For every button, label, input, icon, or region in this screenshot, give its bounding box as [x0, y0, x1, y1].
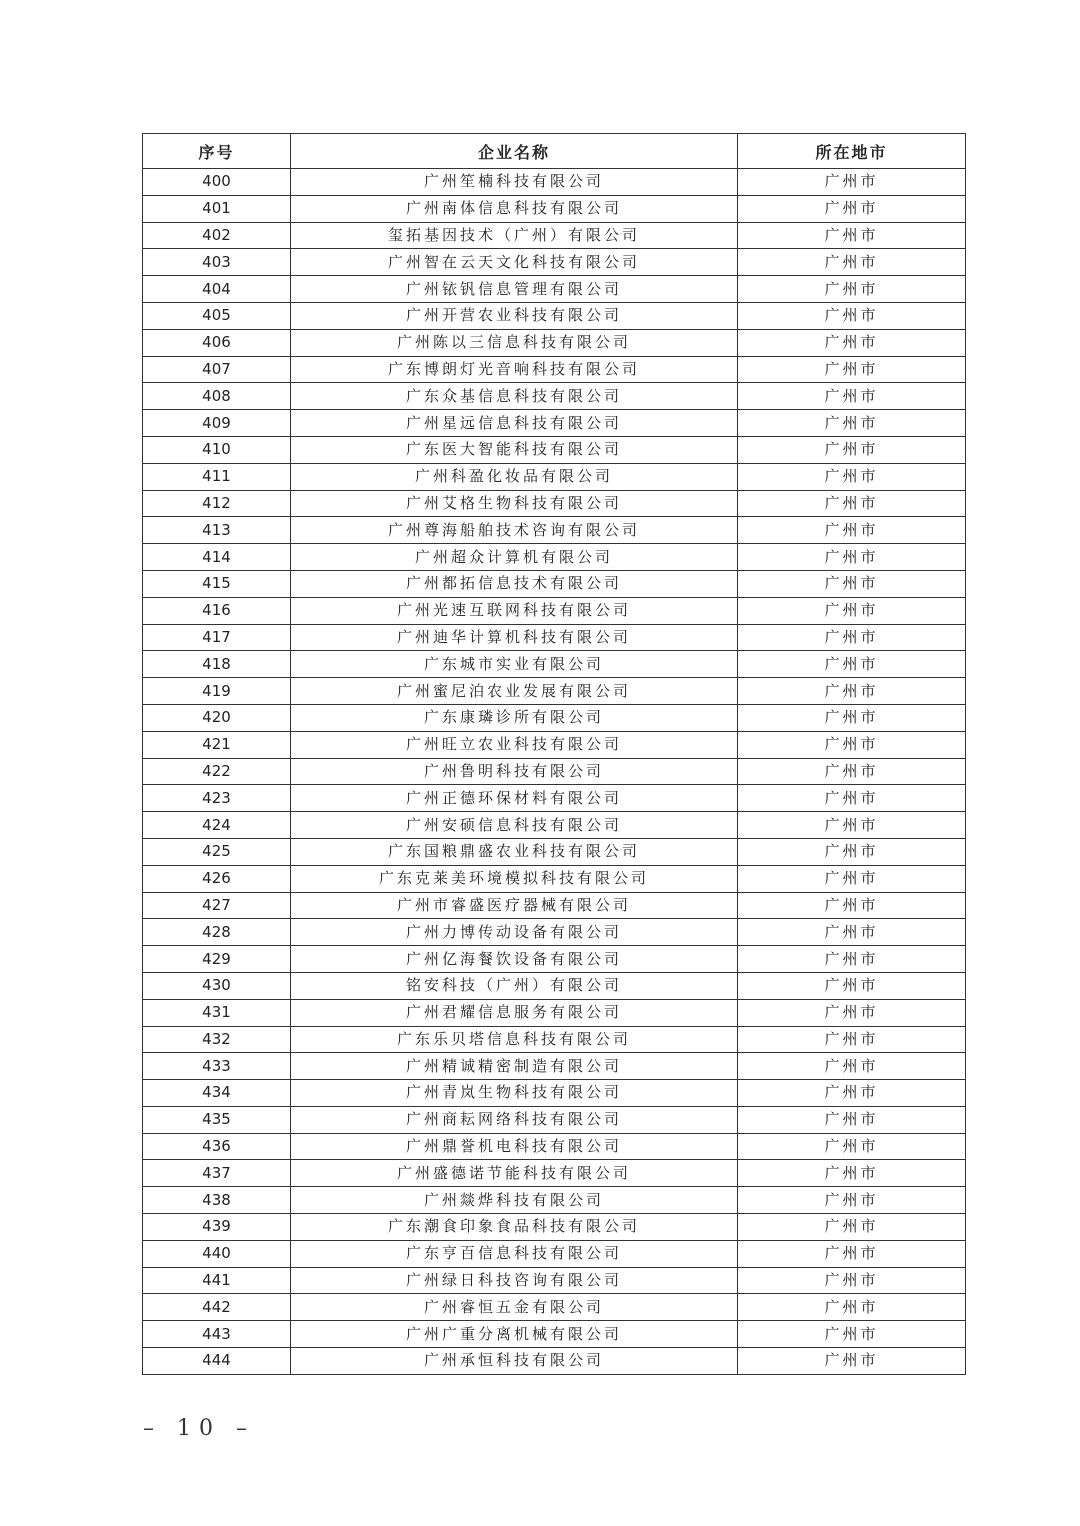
city-cell: 广州市	[738, 1026, 966, 1053]
table-row	[143, 972, 966, 999]
enterprise-name-cell: 广州睿恒五金有限公司	[291, 1294, 738, 1321]
city-cell: 广州市	[738, 222, 966, 249]
enterprise-name-cell: 广州青岚生物科技有限公司	[291, 1080, 738, 1107]
table-row	[143, 1240, 966, 1267]
enterprise-name-cell: 广州艾格生物科技有限公司	[291, 490, 738, 517]
serial-number-cell: 441	[143, 1267, 291, 1294]
city-cell: 广州市	[738, 704, 966, 731]
table-row	[143, 651, 966, 678]
table-row	[143, 276, 966, 303]
city-cell: 广州市	[738, 678, 966, 705]
enterprise-table	[142, 133, 966, 1375]
table-row	[143, 1348, 966, 1375]
serial-number-cell: 421	[143, 731, 291, 758]
serial-number-cell: 426	[143, 865, 291, 892]
enterprise-name-cell: 广东乐贝塔信息科技有限公司	[291, 1026, 738, 1053]
city-cell: 广州市	[738, 758, 966, 785]
city-cell: 广州市	[738, 1294, 966, 1321]
enterprise-name-cell: 广州安硕信息科技有限公司	[291, 812, 738, 839]
table-row	[143, 302, 966, 329]
table-row	[143, 1294, 966, 1321]
serial-number-cell: 440	[143, 1240, 291, 1267]
page-number: – 10 –	[143, 1416, 255, 1441]
serial-number-cell: 434	[143, 1080, 291, 1107]
serial-number-cell: 406	[143, 329, 291, 356]
serial-number-cell: 410	[143, 436, 291, 463]
table-row	[143, 490, 966, 517]
city-cell: 广州市	[738, 1214, 966, 1241]
enterprise-name-cell: 广州正德环保材料有限公司	[291, 785, 738, 812]
serial-number-cell: 432	[143, 1026, 291, 1053]
enterprise-name-cell: 广州商耘网络科技有限公司	[291, 1106, 738, 1133]
city-cell: 广州市	[738, 731, 966, 758]
serial-number-cell: 439	[143, 1214, 291, 1241]
city-cell: 广州市	[738, 436, 966, 463]
serial-number-cell: 401	[143, 195, 291, 222]
enterprise-name-cell: 玺拓基因技术（广州）有限公司	[291, 222, 738, 249]
table-row	[143, 195, 966, 222]
serial-number-cell: 423	[143, 785, 291, 812]
city-cell: 广州市	[738, 1321, 966, 1348]
serial-number-cell: 428	[143, 919, 291, 946]
enterprise-name-cell: 广州都拓信息技术有限公司	[291, 570, 738, 597]
serial-number-cell: 442	[143, 1294, 291, 1321]
city-cell: 广州市	[738, 570, 966, 597]
enterprise-name-cell: 广州盛德诺节能科技有限公司	[291, 1160, 738, 1187]
city-cell: 广州市	[738, 892, 966, 919]
serial-number-cell: 405	[143, 302, 291, 329]
table-row	[143, 624, 966, 651]
table-row	[143, 1133, 966, 1160]
city-cell: 广州市	[738, 276, 966, 303]
serial-number-cell: 444	[143, 1348, 291, 1375]
enterprise-name-cell: 广东国粮鼎盛农业科技有限公司	[291, 838, 738, 865]
enterprise-name-cell: 广州迪华计算机科技有限公司	[291, 624, 738, 651]
enterprise-name-cell: 广州铱钒信息管理有限公司	[291, 276, 738, 303]
serial-number-cell: 414	[143, 544, 291, 571]
city-cell: 广州市	[738, 1240, 966, 1267]
table-row	[143, 892, 966, 919]
enterprise-name-cell: 广州市睿盛医疗器械有限公司	[291, 892, 738, 919]
table-row	[143, 731, 966, 758]
city-cell: 广州市	[738, 1348, 966, 1375]
table-row	[143, 1267, 966, 1294]
city-cell: 广州市	[738, 651, 966, 678]
enterprise-name-cell: 广东潮食印象食品科技有限公司	[291, 1214, 738, 1241]
enterprise-name-cell: 广州精诚精密制造有限公司	[291, 1053, 738, 1080]
enterprise-name-cell: 广州星远信息科技有限公司	[291, 410, 738, 437]
enterprise-name-cell: 广州南体信息科技有限公司	[291, 195, 738, 222]
header-city: 所在地市	[738, 134, 966, 169]
serial-number-cell: 424	[143, 812, 291, 839]
serial-number-cell: 422	[143, 758, 291, 785]
city-cell: 广州市	[738, 410, 966, 437]
enterprise-name-cell: 广州绿日科技咨询有限公司	[291, 1267, 738, 1294]
serial-number-cell: 412	[143, 490, 291, 517]
serial-number-cell: 438	[143, 1187, 291, 1214]
header-serial-number: 序号	[143, 134, 291, 169]
serial-number-cell: 431	[143, 999, 291, 1026]
table-row	[143, 329, 966, 356]
enterprise-name-cell: 广州亿海餐饮设备有限公司	[291, 946, 738, 973]
serial-number-cell: 402	[143, 222, 291, 249]
enterprise-name-cell: 广州承恒科技有限公司	[291, 1348, 738, 1375]
enterprise-name-cell: 广州智在云天文化科技有限公司	[291, 249, 738, 276]
enterprise-name-cell: 广州鲁明科技有限公司	[291, 758, 738, 785]
city-cell: 广州市	[738, 195, 966, 222]
enterprise-name-cell: 广州鼎誉机电科技有限公司	[291, 1133, 738, 1160]
table-body	[143, 169, 966, 1375]
city-cell: 广州市	[738, 249, 966, 276]
serial-number-cell: 416	[143, 597, 291, 624]
enterprise-name-cell: 广州陈以三信息科技有限公司	[291, 329, 738, 356]
serial-number-cell: 413	[143, 517, 291, 544]
enterprise-name-cell: 广州开营农业科技有限公司	[291, 302, 738, 329]
table-row	[143, 865, 966, 892]
city-cell: 广州市	[738, 624, 966, 651]
enterprise-name-cell: 广州科盈化妆品有限公司	[291, 463, 738, 490]
table-row	[143, 410, 966, 437]
city-cell: 广州市	[738, 919, 966, 946]
city-cell: 广州市	[738, 838, 966, 865]
enterprise-name-cell: 广东医大智能科技有限公司	[291, 436, 738, 463]
enterprise-name-cell: 广东城市实业有限公司	[291, 651, 738, 678]
enterprise-name-cell: 广州笙楠科技有限公司	[291, 169, 738, 196]
table-row	[143, 356, 966, 383]
city-cell: 广州市	[738, 1160, 966, 1187]
serial-number-cell: 419	[143, 678, 291, 705]
table-row	[143, 517, 966, 544]
city-cell: 广州市	[738, 463, 966, 490]
table-row	[143, 946, 966, 973]
table-row	[143, 169, 966, 196]
table-row	[143, 678, 966, 705]
table-row	[143, 383, 966, 410]
enterprise-name-cell: 广东康璘诊所有限公司	[291, 704, 738, 731]
enterprise-name-cell: 广东众基信息科技有限公司	[291, 383, 738, 410]
city-cell: 广州市	[738, 999, 966, 1026]
city-cell: 广州市	[738, 356, 966, 383]
city-cell: 广州市	[738, 785, 966, 812]
table-row	[143, 597, 966, 624]
city-cell: 广州市	[738, 1053, 966, 1080]
enterprise-name-cell: 广州燚烨科技有限公司	[291, 1187, 738, 1214]
city-cell: 广州市	[738, 329, 966, 356]
serial-number-cell: 433	[143, 1053, 291, 1080]
serial-number-cell: 427	[143, 892, 291, 919]
city-cell: 广州市	[738, 517, 966, 544]
enterprise-name-cell: 广州力博传动设备有限公司	[291, 919, 738, 946]
serial-number-cell: 435	[143, 1106, 291, 1133]
enterprise-name-cell: 广东博朗灯光音响科技有限公司	[291, 356, 738, 383]
serial-number-cell: 443	[143, 1321, 291, 1348]
table-row	[143, 249, 966, 276]
enterprise-name-cell: 广州光速互联网科技有限公司	[291, 597, 738, 624]
enterprise-name-cell: 广州广重分离机械有限公司	[291, 1321, 738, 1348]
serial-number-cell: 400	[143, 169, 291, 196]
city-cell: 广州市	[738, 1133, 966, 1160]
city-cell: 广州市	[738, 169, 966, 196]
city-cell: 广州市	[738, 946, 966, 973]
serial-number-cell: 403	[143, 249, 291, 276]
serial-number-cell: 408	[143, 383, 291, 410]
table-row	[143, 919, 966, 946]
city-cell: 广州市	[738, 544, 966, 571]
city-cell: 广州市	[738, 972, 966, 999]
city-cell: 广州市	[738, 302, 966, 329]
serial-number-cell: 407	[143, 356, 291, 383]
enterprise-name-cell: 广州旺立农业科技有限公司	[291, 731, 738, 758]
table-row	[143, 1160, 966, 1187]
enterprise-name-cell: 广州君耀信息服务有限公司	[291, 999, 738, 1026]
table-header-row	[143, 134, 966, 169]
header-enterprise-name: 企业名称	[291, 134, 738, 169]
table-row	[143, 1187, 966, 1214]
table-row	[143, 1053, 966, 1080]
serial-number-cell: 437	[143, 1160, 291, 1187]
serial-number-cell: 420	[143, 704, 291, 731]
city-cell: 广州市	[738, 1267, 966, 1294]
enterprise-name-cell: 广州超众计算机有限公司	[291, 544, 738, 571]
city-cell: 广州市	[738, 1187, 966, 1214]
serial-number-cell: 430	[143, 972, 291, 999]
city-cell: 广州市	[738, 1080, 966, 1107]
table-row	[143, 1321, 966, 1348]
table-row	[143, 570, 966, 597]
enterprise-name-cell: 广州尊海船舶技术咨询有限公司	[291, 517, 738, 544]
table-row	[143, 785, 966, 812]
table-row	[143, 838, 966, 865]
serial-number-cell: 409	[143, 410, 291, 437]
table-row	[143, 758, 966, 785]
enterprise-name-cell: 铭安科技（广州）有限公司	[291, 972, 738, 999]
serial-number-cell: 415	[143, 570, 291, 597]
enterprise-name-cell: 广东克莱美环境模拟科技有限公司	[291, 865, 738, 892]
serial-number-cell: 436	[143, 1133, 291, 1160]
table-row	[143, 812, 966, 839]
serial-number-cell: 404	[143, 276, 291, 303]
table-row	[143, 999, 966, 1026]
serial-number-cell: 411	[143, 463, 291, 490]
city-cell: 广州市	[738, 383, 966, 410]
city-cell: 广州市	[738, 490, 966, 517]
table-row	[143, 1214, 966, 1241]
table-row	[143, 1026, 966, 1053]
serial-number-cell: 429	[143, 946, 291, 973]
table-row	[143, 1106, 966, 1133]
city-cell: 广州市	[738, 597, 966, 624]
table-row	[143, 544, 966, 571]
table-row	[143, 1080, 966, 1107]
serial-number-cell: 417	[143, 624, 291, 651]
city-cell: 广州市	[738, 865, 966, 892]
enterprise-name-cell: 广东亨百信息科技有限公司	[291, 1240, 738, 1267]
serial-number-cell: 425	[143, 838, 291, 865]
table-row	[143, 463, 966, 490]
table-row	[143, 704, 966, 731]
city-cell: 广州市	[738, 812, 966, 839]
enterprise-name-cell: 广州蜜尼泊农业发展有限公司	[291, 678, 738, 705]
serial-number-cell: 418	[143, 651, 291, 678]
table-row	[143, 436, 966, 463]
city-cell: 广州市	[738, 1106, 966, 1133]
table-row	[143, 222, 966, 249]
